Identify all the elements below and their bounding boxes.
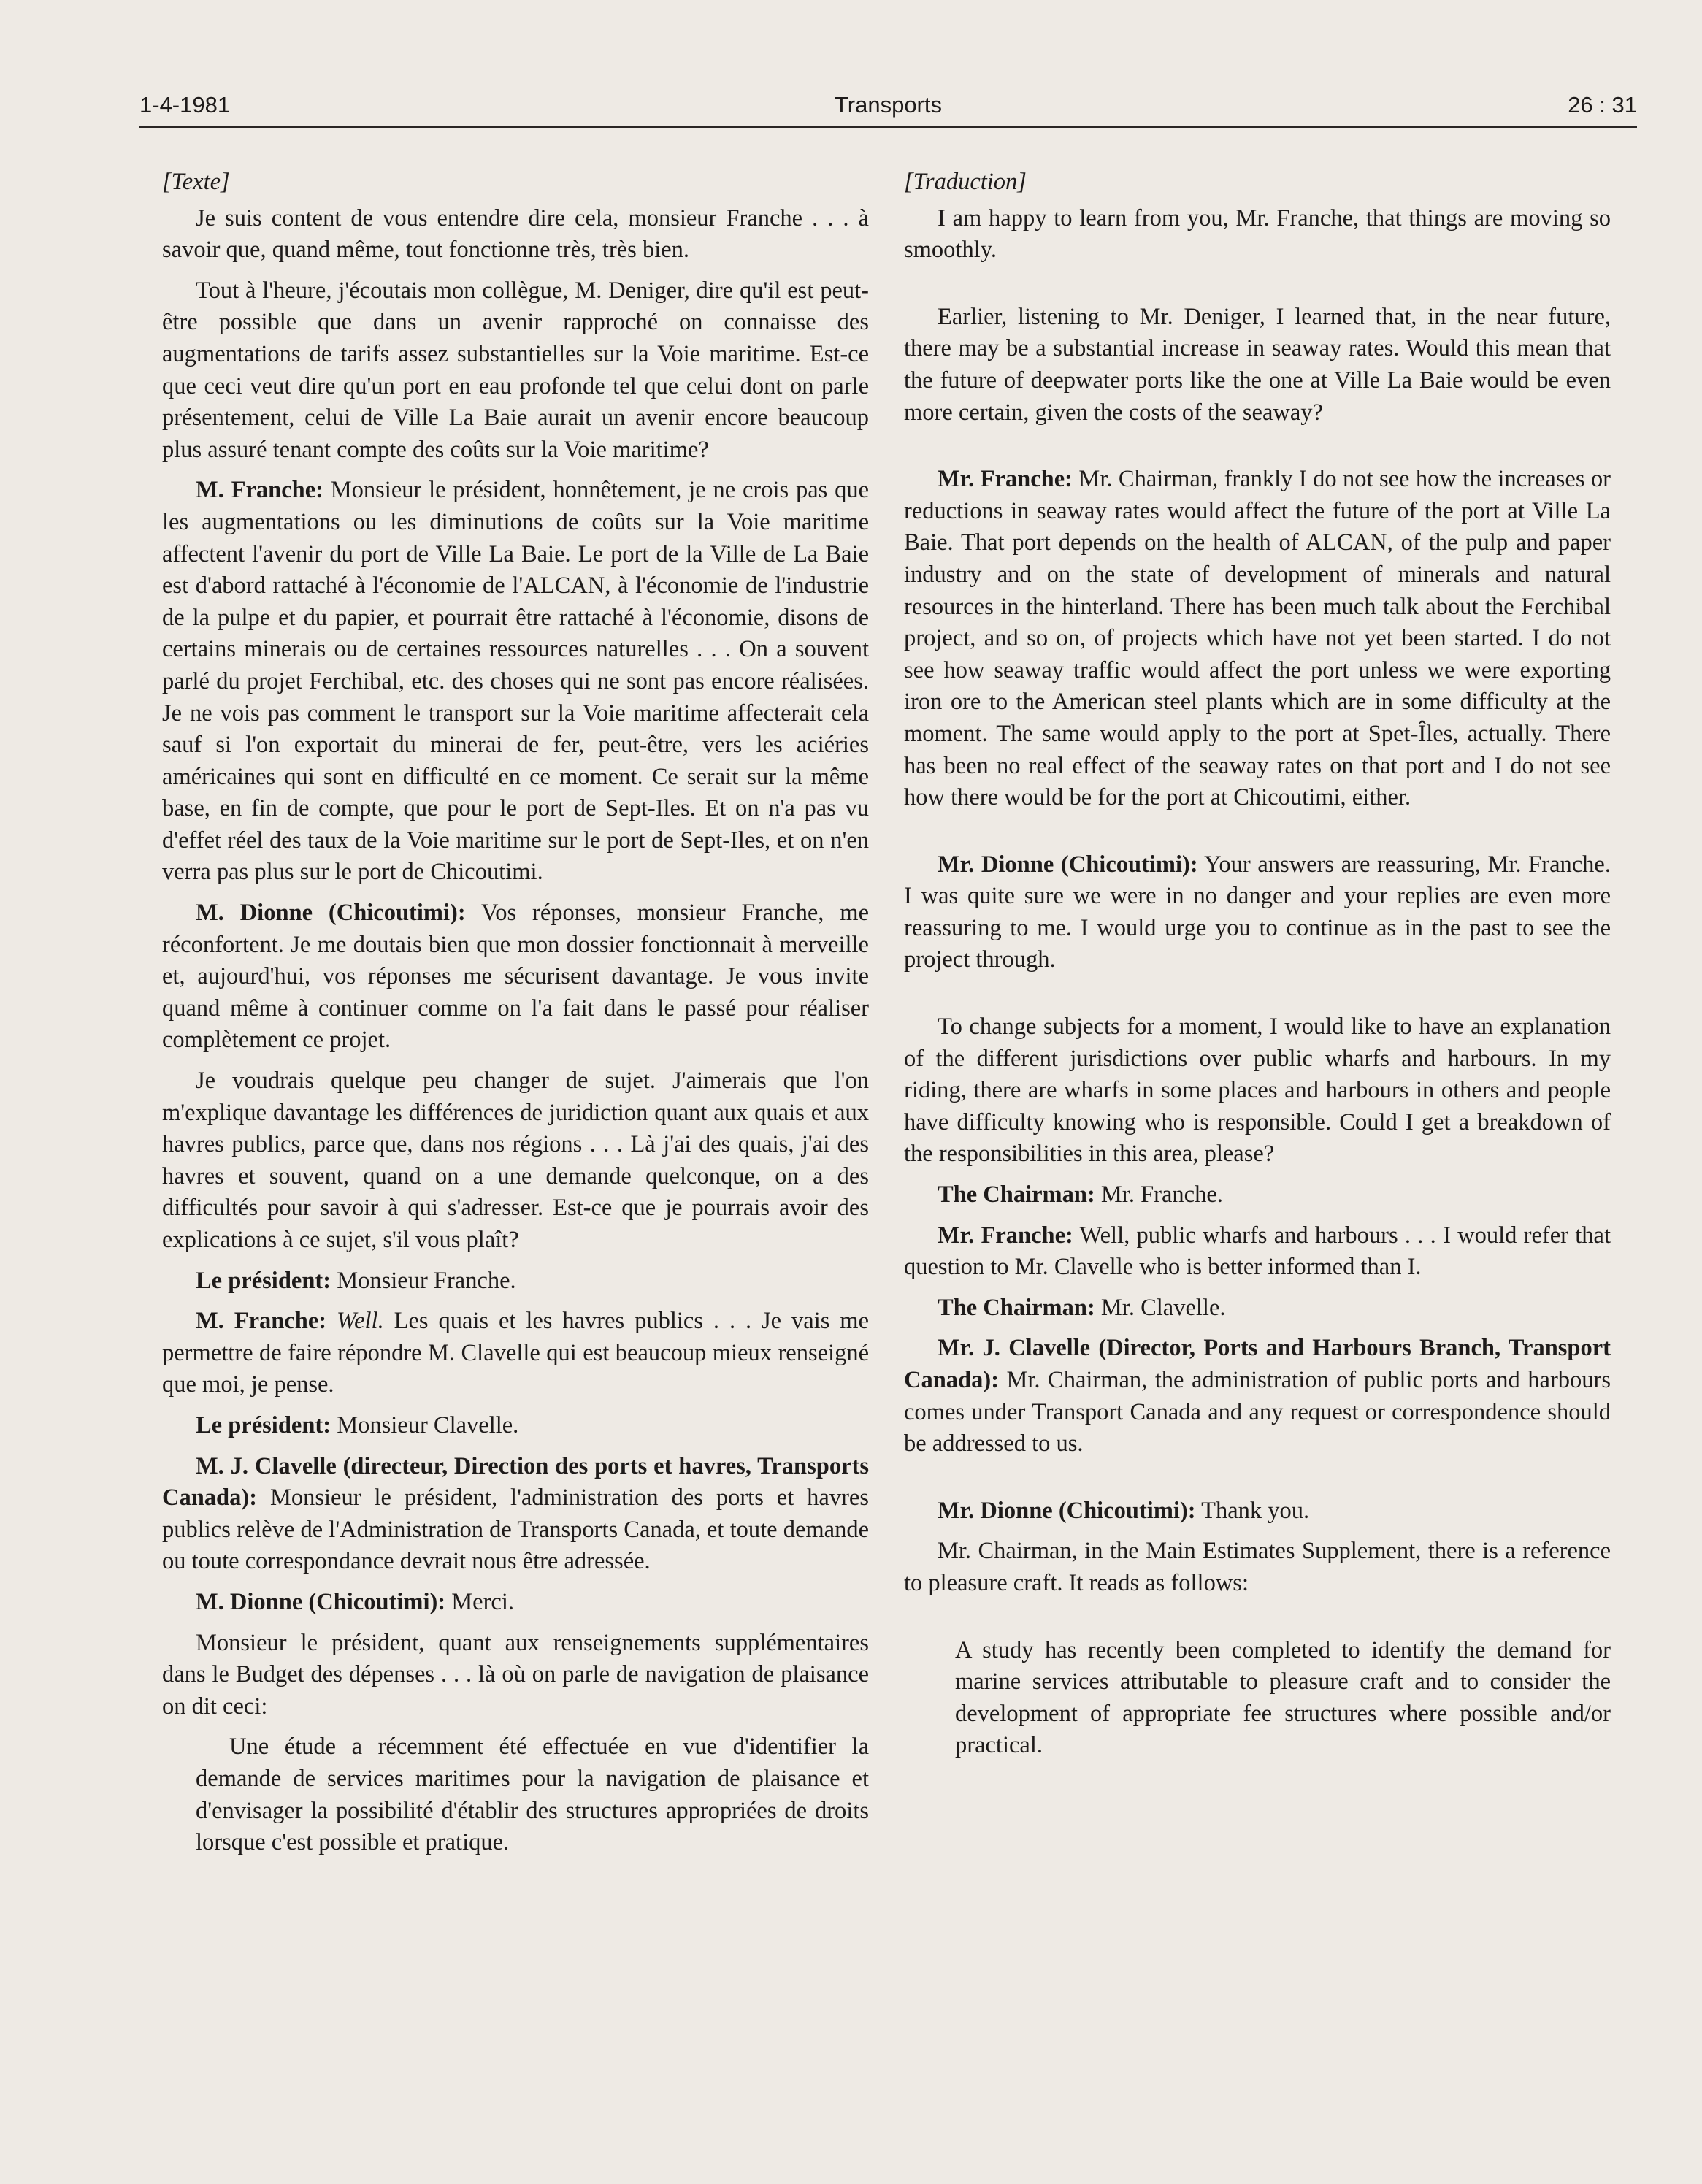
speaker-name: The Chairman: bbox=[938, 1294, 1095, 1321]
paragraph bbox=[162, 475, 869, 889]
speaker-name: Le président: bbox=[196, 1267, 331, 1294]
header-date: 1-4-1981 bbox=[139, 92, 231, 118]
paragraph bbox=[162, 1451, 869, 1578]
speaker-name: M. Dionne (Chicoutimi): bbox=[196, 900, 466, 927]
header-page-number: 26 : 31 bbox=[1568, 92, 1637, 118]
speaker-name: The Chairman: bbox=[938, 1181, 1095, 1208]
speech-text: Monsieur le président, honnêtement, je ne crois pas que les augmentations ou les diminutions de coûts sur la Voie maritime affectent l'avenir du port de Ville La Baie. Le port de la Ville de La Baie est d'abord rattaché à l'économie de l'ALCAN, à l'économie de l'industrie de la pulpe et du papier, et pourrait être rattaché à l'économie, disons de certains minerais ou de certaines ressources naturelles . . . On a souvent parlé du projet Ferchibal, etc. des choses qui ne sont pas encore réalisées. Je ne vois pas comment le transport sur la Voie maritime affecterait cela sauf si l'on exportait du minerai de fer, peut-être, vers les aciéries américaines qui sont en difficulté en ce moment. Ce serait sur la même base, en fin de compte, que pour le port de Sept-Iles. Et on n'a pas vu d'effet réel des taux de la Voie maritime sur le port de Sept-Iles, et on n'en verra pas plus sur le port de Chicoutimi. bbox=[162, 477, 869, 886]
speech-text: Mr. Chairman, frankly I do not see how the increases or reductions in seaway rates would affect the future of the port at Ville La Baie. That port depends on the health of ALCAN, of the pulp and paper industry and on the state of development of minerals and natural resources in the hinterland. There has been much talk about the Ferchibal project, and so on, of projects which have not yet been started. I do not see how seaway traffic would affect the port unless we were exporting iron ore to the American steel plants which are in some difficulty at the moment. The same would apply to the port at Spet-Îles, actually. There has been no real effect of the seaway rates on that port and I do not see how there would be for the port at Chicoutimi, either. bbox=[904, 466, 1611, 811]
block-quote: Une étude a récemment été effectuée en vue d'identifier la demande de services maritimes pour la navigation de plaisance et d'envisager la possibilité d'établir des structures appropriées de droits lorsque c'est possible et pratique. bbox=[196, 1733, 869, 1856]
paragraph: Je voudrais quelque peu changer de sujet. J'aimerais que l'on m'explique davantage les différences de juridiction quant aux quais et aux havres publics, parce que, dans nos régions . . . Là j'ai des quais, j'ai des havres et souvent, quand on a une demande quelconque, on a des difficultés pour savoir à qui s'adresser. Est-ce que je pourrais avoir des explications à ce sujet, s'il vous plaît? bbox=[162, 1068, 869, 1253]
paragraph bbox=[162, 897, 869, 1057]
paragraph bbox=[162, 1410, 869, 1442]
italic-word: Well. bbox=[337, 1308, 384, 1335]
paragraph bbox=[904, 464, 1611, 814]
paragraph bbox=[162, 1306, 869, 1401]
paragraph: To change subjects for a moment, I would like to have an explanation of the different jurisdictions over public wharfs and harbours. In my riding, there are wharfs in some places and harbours in others and people have difficulty knowing who is responsible. Could I get a breakdown of the responsibilities in this area, please? bbox=[904, 1014, 1611, 1168]
speech-text: Thank you. bbox=[1195, 1497, 1310, 1524]
speaker-name: M. J. Clavelle (directeur, Direction des ports et havres, Transports Canada): bbox=[162, 1452, 869, 1511]
speaker-name: Mr. Franche: bbox=[938, 1222, 1073, 1249]
speech-text: Mr. Chairman, the administration of public ports and harbours comes under Transport Canada and any request or correspondence should be addressed to us. bbox=[904, 1367, 1611, 1457]
speaker-name: Mr. Dionne (Chicoutimi): bbox=[938, 851, 1198, 878]
speech-text: Mr. Franche. bbox=[1095, 1181, 1223, 1208]
speaker-name: Le président: bbox=[196, 1411, 331, 1438]
speaker-name: Mr. Dionne (Chicoutimi): bbox=[938, 1497, 1196, 1524]
speech-text: Les quais et les havres publics . . . Je vais me permettre de faire répondre M. Clavelle qui est beaucoup mieux renseigné que moi, je pense. bbox=[162, 1308, 870, 1398]
section-label: [Traduction] bbox=[904, 169, 1027, 195]
speech-text: Your answers are reassuring, Mr. Franche. I was quite sure we were in no danger and your replies are even more reassuring to me. I would urge you to continue as in the past to see the project through. bbox=[904, 851, 1611, 973]
paragraph bbox=[904, 1179, 1611, 1211]
paragraph bbox=[162, 1265, 869, 1298]
block-quote: A study has recently been completed to identify the demand for marine services attributable to pleasure craft and to consider the development of appropriate fee structures where possible and/or practical. bbox=[955, 1636, 1611, 1759]
english-column bbox=[904, 166, 1611, 1762]
speech-text: Monsieur Clavelle. bbox=[331, 1411, 519, 1438]
speech-text: Vos réponses, monsieur Franche, me réconfortent. Je me doutais bien que mon dossier fonctionnait à merveille et, aujourd'hui, vos réponses me sécurisent davantage. Je vous invite quand même à continuer comme on l'a fait dans le passé pour réaliser complètement ce projet. bbox=[162, 900, 869, 1054]
header-title: Transports bbox=[834, 92, 942, 118]
speech-text: Monsieur Franche. bbox=[331, 1267, 516, 1294]
speech-text: Mr. Clavelle. bbox=[1095, 1294, 1226, 1321]
speaker-name: M. Franche: bbox=[196, 1308, 327, 1335]
speaker-name: M. Franche: bbox=[196, 477, 323, 504]
section-label: [Texte] bbox=[162, 169, 230, 195]
paragraph bbox=[904, 1333, 1611, 1460]
paragraph bbox=[162, 1587, 869, 1619]
paragraph: Je suis content de vous entendre dire cela, monsieur Franche . . . à savoir que, quand même, tout fonctionne très, très bien. bbox=[162, 204, 869, 264]
paragraph bbox=[904, 849, 1611, 976]
speech-text: Well, public wharfs and harbours . . . I would refer that question to Mr. Clavelle who is better informed than I. bbox=[904, 1222, 1611, 1281]
paragraph bbox=[904, 1220, 1611, 1284]
page-header bbox=[139, 89, 1637, 128]
french-column bbox=[162, 166, 869, 1859]
speaker-name: Mr. Franche: bbox=[938, 466, 1073, 493]
paragraph: I am happy to learn from you, Mr. Franche, that things are moving so smoothly. bbox=[904, 204, 1611, 264]
speaker-name: Mr. J. Clavelle (Director, Ports and Harbours Branch, Transport Canada): bbox=[904, 1335, 1611, 1393]
paragraph: Mr. Chairman, in the Main Estimates Supplement, there is a reference to pleasure craft. It reads as follows: bbox=[904, 1538, 1611, 1596]
speech-text: Merci. bbox=[445, 1588, 514, 1615]
paragraph: Monsieur le président, quant aux renseignements supplémentaires dans le Budget des dépenses . . . là où on parle de navigation de plaisance on dit ceci: bbox=[162, 1629, 869, 1720]
paragraph: Tout à l'heure, j'écoutais mon collègue, M. Deniger, dire qu'il est peut-être possible que dans un avenir rapproché on connaisse des augmentations de tarifs assez substantielles sur la Voie maritime. Est-ce que ceci veut dire qu'un port en eau profonde tel que celui dont on parle présentement, celui de Ville La Baie aurait un avenir encore beaucoup plus assuré tenant compte des coûts sur la Voie maritime? bbox=[162, 277, 869, 463]
speaker-name: M. Dionne (Chicoutimi): bbox=[196, 1588, 446, 1615]
paragraph: Earlier, listening to Mr. Deniger, I learned that, in the near future, there may be a substantial increase in seaway rates. Would this mean that the future of deepwater ports like the one at Ville La Baie would be even more certain, given the costs of the seaway? bbox=[904, 303, 1611, 426]
paragraph bbox=[904, 1495, 1611, 1528]
paragraph bbox=[904, 1292, 1611, 1325]
speech-text: Monsieur le président, l'administration des ports et havres publics relève de l'Administration de Transports Canada, et toute demande ou toute correspondance devrait nous être adressée. bbox=[162, 1484, 870, 1575]
